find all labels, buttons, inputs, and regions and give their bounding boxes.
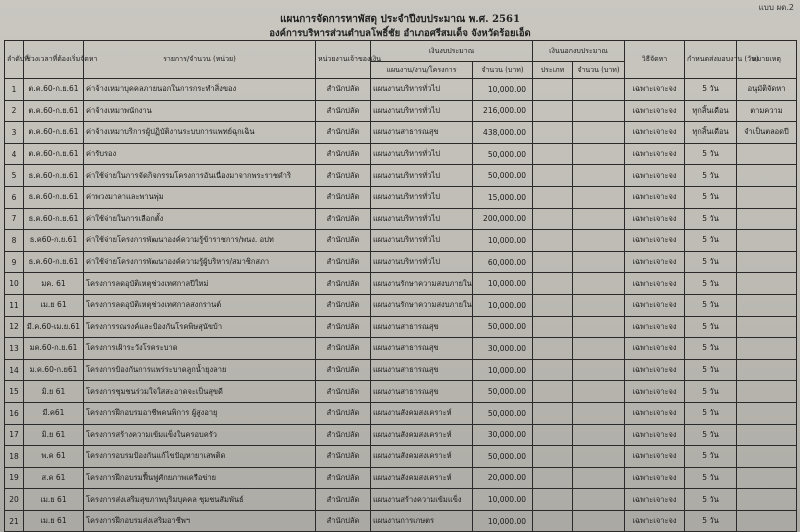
cell-seq: 5 (5, 165, 24, 187)
table-row (5, 359, 797, 381)
cell-days: 5 วัน (685, 208, 737, 230)
cell-item: โครงการลดอุบัติเหตุช่วงเทศกาลสงกรานต์ (84, 294, 316, 316)
cell-amount: 15,000.00 (473, 186, 533, 208)
cell-unit: สำนักปลัด (316, 316, 371, 338)
cell-nb-amount (573, 316, 625, 338)
cell-amount: 10,000.00 (473, 294, 533, 316)
cell-item: ค่าจ้างเหมาพนักงาน (84, 100, 316, 122)
cell-nb-amount (573, 122, 625, 144)
cell-plan: แผนงานบริหารทั่วไป (371, 208, 473, 230)
cell-period: ส.ค 61 (24, 467, 84, 489)
table-row (5, 402, 797, 424)
cell-days: 5 วัน (685, 381, 737, 403)
cell-remark: อนุมัติจัดหา (737, 79, 797, 101)
cell-seq: 9 (5, 251, 24, 273)
cell-item: โครงการฝึกอบรมส่งเสริมอาชีพฯ (84, 510, 316, 532)
cell-method: เฉพาะเจาะจง (625, 489, 685, 511)
cell-plan: แผนงานบริหารทั่วไป (371, 186, 473, 208)
cell-plan: แผนงานบริหารทั่วไป (371, 79, 473, 101)
cell-days: 5 วัน (685, 186, 737, 208)
cell-unit: สำนักปลัด (316, 338, 371, 360)
cell-amount: 10,000.00 (473, 273, 533, 295)
cell-plan: แผนงานบริหารทั่วไป (371, 251, 473, 273)
cell-unit: สำนักปลัด (316, 165, 371, 187)
cell-type (533, 338, 573, 360)
cell-remark (737, 402, 797, 424)
header-method: วิธีจัดหา (625, 41, 685, 79)
cell-plan: แผนงานบริหารทั่วไป (371, 165, 473, 187)
cell-plan: แผนงานสังคมสงเคราะห์ (371, 467, 473, 489)
cell-unit: สำนักปลัด (316, 251, 371, 273)
cell-plan: แผนงานรักษาความสงบภายใน (371, 294, 473, 316)
cell-unit: สำนักปลัด (316, 510, 371, 532)
cell-days: 5 วัน (685, 489, 737, 511)
cell-period: ต.ค.60-ก.ย.61 (24, 143, 84, 165)
document-subtitle: องค์การบริหารส่วนตำบลโพธิ์ชัย อำเภอศรีสมเด็จ จังหวัดร้อยเอ็ด (269, 28, 531, 39)
cell-seq: 4 (5, 143, 24, 165)
header-budget: เงินงบประมาณ (371, 41, 533, 62)
cell-method: เฉพาะเจาะจง (625, 381, 685, 403)
table-row (5, 251, 797, 273)
cell-type (533, 230, 573, 252)
table-body (5, 79, 797, 532)
cell-remark (737, 294, 797, 316)
cell-amount: 60,000.00 (473, 251, 533, 273)
cell-item: ค่าใช้จ่ายโครงการพัฒนาองค์ความรู้ผู้บริหาร/สมาชิกสภา (84, 251, 316, 273)
table-row (5, 273, 797, 295)
cell-amount: 10,000.00 (473, 510, 533, 532)
cell-remark (737, 251, 797, 273)
cell-period: ธ.ค.60-ก.ย.61 (24, 186, 84, 208)
cell-amount: 50,000.00 (473, 316, 533, 338)
table-row (5, 100, 797, 122)
cell-nb-amount (573, 510, 625, 532)
cell-days: 5 วัน (685, 165, 737, 187)
cell-period: ม.ค.60-ก.ย61 (24, 359, 84, 381)
table-row (5, 230, 797, 252)
cell-period: มค.60-ก.ย.61 (24, 338, 84, 360)
header-remark: หมายเหตุ (737, 41, 797, 79)
cell-seq: 10 (5, 273, 24, 295)
cell-method: เฉพาะเจาะจง (625, 359, 685, 381)
cell-unit: สำนักปลัด (316, 79, 371, 101)
cell-days: 5 วัน (685, 402, 737, 424)
cell-type (533, 402, 573, 424)
cell-item: ค่าใช้จ่ายในการเลือกตั้ง (84, 208, 316, 230)
cell-item: โครงการส่งเสริมสุขภาพบุริมบุคคล ชุมชนสัมพันธ์ (84, 489, 316, 511)
cell-method: เฉพาะเจาะจง (625, 143, 685, 165)
cell-method: เฉพาะเจาะจง (625, 273, 685, 295)
cell-amount: 50,000.00 (473, 143, 533, 165)
cell-amount: 50,000.00 (473, 402, 533, 424)
cell-item: โครงการรณรงค์และป้องกันโรคพิษสุนัขบ้า (84, 316, 316, 338)
cell-remark (737, 316, 797, 338)
cell-remark (737, 230, 797, 252)
cell-nb-amount (573, 446, 625, 468)
cell-method: เฉพาะเจาะจง (625, 294, 685, 316)
cell-days: 5 วัน (685, 338, 737, 360)
cell-method: เฉพาะเจาะจง (625, 186, 685, 208)
cell-type (533, 510, 573, 532)
cell-nb-amount (573, 338, 625, 360)
cell-method: เฉพาะเจาะจง (625, 79, 685, 101)
cell-amount: 50,000.00 (473, 446, 533, 468)
cell-amount: 50,000.00 (473, 381, 533, 403)
cell-unit: สำนักปลัด (316, 208, 371, 230)
cell-item: โครงการชุมชนร่วมใจใสสะอาดจะเป็นสุขดี (84, 381, 316, 403)
header-plan: แผนงาน/งาน/โครงการ (371, 62, 473, 79)
cell-days: 5 วัน (685, 424, 737, 446)
cell-seq: 17 (5, 424, 24, 446)
cell-remark (737, 446, 797, 468)
cell-unit: สำนักปลัด (316, 446, 371, 468)
cell-seq: 8 (5, 230, 24, 252)
cell-plan: แผนงานสาธารณสุข (371, 122, 473, 144)
procurement-plan-table (4, 40, 797, 532)
header-seq: ลำดับที่ (5, 41, 24, 79)
cell-seq: 3 (5, 122, 24, 144)
cell-plan: แผนงานสังคมสงเคราะห์ (371, 446, 473, 468)
cell-unit: สำนักปลัด (316, 186, 371, 208)
cell-period: มค. 61 (24, 273, 84, 295)
cell-remark (737, 381, 797, 403)
cell-type (533, 424, 573, 446)
cell-item: ค่าใช้จ่ายในการจัดกิจกรรมโครงการอันเนื่องมาจากพระราชดำริ (84, 165, 316, 187)
cell-item: โครงการเฝ้าระวังโรคระบาด (84, 338, 316, 360)
cell-seq: 6 (5, 186, 24, 208)
cell-unit: สำนักปลัด (316, 294, 371, 316)
cell-period: ธ.ค.60-ก.ย.61 (24, 165, 84, 187)
cell-item: ค่าจ้างเหมาบุคคลภายนอกในการกระทำสิ่งของ (84, 79, 316, 101)
cell-method: เฉพาะเจาะจง (625, 338, 685, 360)
cell-remark (737, 208, 797, 230)
cell-type (533, 273, 573, 295)
cell-remark (737, 273, 797, 295)
cell-remark: จำเป็นตลอดปี (737, 122, 797, 144)
cell-plan: แผนงานรักษาความสงบภายใน (371, 273, 473, 295)
cell-period: ธ.ค.60-ก.ย.61 (24, 251, 84, 273)
cell-plan: แผนงานสังคมสงเคราะห์ (371, 402, 473, 424)
cell-period: เม.ย 61 (24, 489, 84, 511)
cell-nb-amount (573, 424, 625, 446)
table-row (5, 446, 797, 468)
table-row (5, 489, 797, 511)
cell-plan: แผนงานสาธารณสุข (371, 359, 473, 381)
cell-amount: 20,000.00 (473, 467, 533, 489)
cell-remark (737, 186, 797, 208)
document-title: แผนการจัดการหาพัสดุ ประจำปีงบประมาณ พ.ศ. 2561 (280, 14, 520, 25)
cell-nb-amount (573, 165, 625, 187)
cell-nb-amount (573, 79, 625, 101)
cell-seq: 1 (5, 79, 24, 101)
cell-period: ต.ค.60-ก.ย.61 (24, 122, 84, 144)
header-nonbudget: เงินนอกงบประมาณ (533, 41, 625, 62)
cell-seq: 15 (5, 381, 24, 403)
cell-nb-amount (573, 402, 625, 424)
cell-method: เฉพาะเจาะจง (625, 467, 685, 489)
cell-remark (737, 467, 797, 489)
cell-type (533, 251, 573, 273)
cell-type (533, 359, 573, 381)
cell-method: เฉพาะเจาะจง (625, 251, 685, 273)
cell-remark (737, 165, 797, 187)
cell-nb-amount (573, 273, 625, 295)
cell-nb-amount (573, 294, 625, 316)
cell-days: ทุกสิ้นเดือน (685, 122, 737, 144)
cell-nb-amount (573, 186, 625, 208)
cell-remark: ตามความ (737, 100, 797, 122)
cell-unit: สำนักปลัด (316, 489, 371, 511)
cell-type (533, 446, 573, 468)
cell-days: 5 วัน (685, 316, 737, 338)
cell-seq: 12 (5, 316, 24, 338)
cell-type (533, 100, 573, 122)
cell-amount: 10,000.00 (473, 230, 533, 252)
cell-days: 5 วัน (685, 510, 737, 532)
cell-amount: 200,000.00 (473, 208, 533, 230)
cell-type (533, 79, 573, 101)
cell-amount: 438,000.00 (473, 122, 533, 144)
header-nb-amount: จำนวน (บาท) (573, 62, 625, 79)
cell-period: ต.ค.60-ก.ย.61 (24, 79, 84, 101)
cell-period: ธ.ค60-ก.ย.61 (24, 230, 84, 252)
cell-nb-amount (573, 251, 625, 273)
table-row (5, 338, 797, 360)
cell-unit: สำนักปลัด (316, 230, 371, 252)
cell-type (533, 467, 573, 489)
cell-plan: แผนงานบริหารทั่วไป (371, 143, 473, 165)
cell-plan: แผนงานสังคมสงเคราะห์ (371, 424, 473, 446)
cell-type (533, 294, 573, 316)
cell-item: ค่าใช้จ่ายโครงการพัฒนาองค์ความรู้ข้าราชการ/พนง. อปท (84, 230, 316, 252)
cell-unit: สำนักปลัด (316, 122, 371, 144)
cell-nb-amount (573, 208, 625, 230)
table-row (5, 381, 797, 403)
cell-period: พ.ค 61 (24, 446, 84, 468)
cell-item: ค่ารับรอง (84, 143, 316, 165)
table-header (5, 41, 797, 79)
header-period: ช่วงเวลาที่ต้องเริ่มจัดหา (24, 41, 84, 79)
form-code: แบบ ผด.2 (758, 3, 794, 12)
cell-method: เฉพาะเจาะจง (625, 165, 685, 187)
table-row (5, 424, 797, 446)
header-deadline: กำหนดส่งมอบงาน (วัน) (685, 41, 737, 79)
cell-type (533, 165, 573, 187)
cell-amount: 50,000.00 (473, 165, 533, 187)
cell-days: 5 วัน (685, 446, 737, 468)
cell-unit: สำนักปลัด (316, 359, 371, 381)
cell-type (533, 208, 573, 230)
table-row (5, 186, 797, 208)
cell-plan: แผนงานสร้างความเข้มแข็ง (371, 489, 473, 511)
table-row (5, 294, 797, 316)
cell-method: เฉพาะเจาะจง (625, 424, 685, 446)
cell-plan: แผนงานสาธารณสุข (371, 338, 473, 360)
cell-days: 5 วัน (685, 273, 737, 295)
cell-method: เฉพาะเจาะจง (625, 122, 685, 144)
cell-amount: 10,000.00 (473, 359, 533, 381)
cell-remark (737, 338, 797, 360)
cell-method: เฉพาะเจาะจง (625, 100, 685, 122)
cell-item: โครงการอบรมป้องกันแก้ไขปัญหายาเสพติด (84, 446, 316, 468)
cell-method: เฉพาะเจาะจง (625, 446, 685, 468)
table-row (5, 510, 797, 532)
cell-days: 5 วัน (685, 143, 737, 165)
cell-amount: 30,000.00 (473, 338, 533, 360)
cell-seq: 2 (5, 100, 24, 122)
cell-nb-amount (573, 359, 625, 381)
cell-days: 5 วัน (685, 79, 737, 101)
cell-nb-amount (573, 230, 625, 252)
cell-unit: สำนักปลัด (316, 424, 371, 446)
cell-method: เฉพาะเจาะจง (625, 208, 685, 230)
table-row (5, 208, 797, 230)
cell-days: 5 วัน (685, 251, 737, 273)
cell-remark (737, 489, 797, 511)
cell-seq: 21 (5, 510, 24, 532)
cell-seq: 20 (5, 489, 24, 511)
cell-period: มิ.ย 61 (24, 424, 84, 446)
cell-unit: สำนักปลัด (316, 273, 371, 295)
cell-remark (737, 143, 797, 165)
cell-plan: แผนงานสาธารณสุข (371, 316, 473, 338)
cell-period: เม.ย 61 (24, 510, 84, 532)
cell-nb-amount (573, 100, 625, 122)
header-amount: จำนวน (บาท) (473, 62, 533, 79)
cell-seq: 14 (5, 359, 24, 381)
table-row (5, 165, 797, 187)
header-item: รายการ/จำนวน (หน่วย) (84, 41, 316, 79)
cell-seq: 19 (5, 467, 24, 489)
cell-period: ธ.ค.60-ก.ย.61 (24, 208, 84, 230)
cell-plan: แผนงานการเกษตร (371, 510, 473, 532)
cell-amount: 10,000.00 (473, 489, 533, 511)
cell-amount: 216,000.00 (473, 100, 533, 122)
cell-type (533, 143, 573, 165)
cell-plan: แผนงานบริหารทั่วไป (371, 100, 473, 122)
table-row (5, 316, 797, 338)
cell-seq: 16 (5, 402, 24, 424)
cell-days: 5 วัน (685, 467, 737, 489)
cell-period: เม.ย 61 (24, 294, 84, 316)
cell-item: โครงการสร้างความเข้มแข็งในครอบครัว (84, 424, 316, 446)
table-row (5, 467, 797, 489)
cell-unit: สำนักปลัด (316, 143, 371, 165)
cell-days: ทุกสิ้นเดือน (685, 100, 737, 122)
cell-nb-amount (573, 467, 625, 489)
cell-item: โครงการฝึกอบรมอาชีพคนพิการ ผู้สูงอายุ (84, 402, 316, 424)
cell-item: ค่าจ้างเหมาบริการผู้ปฏิบัติงานระบบการแพทย์ฉุกเฉิน (84, 122, 316, 144)
cell-days: 5 วัน (685, 359, 737, 381)
cell-item: โครงการฝึกอบรมฟื้นฟูศักยภาพเครือข่าย (84, 467, 316, 489)
cell-item: ค่าพวงมาลาและพานพุ่ม (84, 186, 316, 208)
cell-unit: สำนักปลัด (316, 381, 371, 403)
cell-seq: 18 (5, 446, 24, 468)
cell-type (533, 316, 573, 338)
cell-plan: แผนงานบริหารทั่วไป (371, 230, 473, 252)
cell-method: เฉพาะเจาะจง (625, 402, 685, 424)
cell-period: ต.ค.60-ก.ย.61 (24, 100, 84, 122)
table-row (5, 122, 797, 144)
cell-remark (737, 424, 797, 446)
header-type: ประเภท (533, 62, 573, 79)
cell-period: มี.ค61 (24, 402, 84, 424)
cell-unit: สำนักปลัด (316, 402, 371, 424)
table-row (5, 143, 797, 165)
cell-method: เฉพาะเจาะจง (625, 316, 685, 338)
cell-unit: สำนักปลัด (316, 467, 371, 489)
cell-item: โครงการป้องกันการแพร่ระบาดลูกน้ำยุงลาย (84, 359, 316, 381)
cell-period: มี.ค.60-เม.ย.61 (24, 316, 84, 338)
cell-days: 5 วัน (685, 294, 737, 316)
cell-method: เฉพาะเจาะจง (625, 230, 685, 252)
cell-nb-amount (573, 143, 625, 165)
cell-type (533, 381, 573, 403)
cell-days: 5 วัน (685, 230, 737, 252)
cell-amount: 10,000.00 (473, 79, 533, 101)
table-row (5, 79, 797, 101)
cell-seq: 11 (5, 294, 24, 316)
cell-method: เฉพาะเจาะจง (625, 510, 685, 532)
header-unit: หน่วยงานเจ้าของเงิน (316, 41, 371, 79)
cell-amount: 30,000.00 (473, 424, 533, 446)
cell-period: มิ.ย 61 (24, 381, 84, 403)
cell-nb-amount (573, 381, 625, 403)
cell-type (533, 186, 573, 208)
cell-seq: 7 (5, 208, 24, 230)
cell-remark (737, 510, 797, 532)
cell-item: โครงการลดอุบัติเหตุช่วงเทศกาลปีใหม่ (84, 273, 316, 295)
cell-type (533, 489, 573, 511)
cell-nb-amount (573, 489, 625, 511)
cell-plan: แผนงานสาธารณสุข (371, 381, 473, 403)
cell-unit: สำนักปลัด (316, 100, 371, 122)
cell-type (533, 122, 573, 144)
cell-seq: 13 (5, 338, 24, 360)
cell-remark (737, 359, 797, 381)
